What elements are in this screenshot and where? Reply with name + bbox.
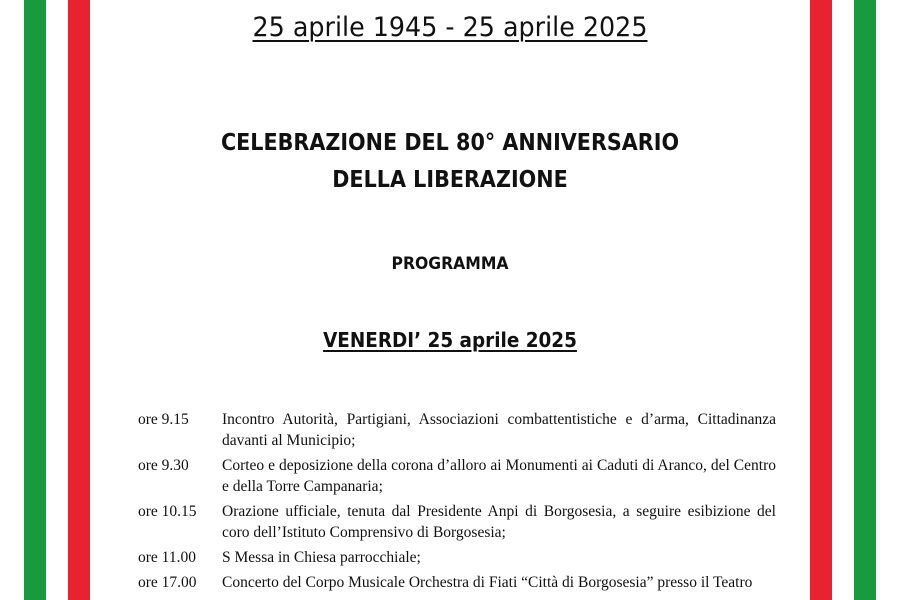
celebration-title [45, 125, 855, 199]
program-item-time: ore 10.15 [138, 503, 197, 520]
program-item-time: ore 17.00 [138, 574, 197, 591]
program-item-description: S Messa in Chiesa parrocchiale; [222, 549, 421, 566]
program-item-description: Concerto del Corpo Musicale Orchestra di Fiati “Città di Borgosesia” presso il Teatro [222, 574, 753, 591]
event-day-heading: VENERDI’ 25 aprile 2025 [323, 328, 577, 352]
program-item-time: ore 9.15 [138, 411, 189, 428]
program-item-time: ore 11.00 [138, 549, 196, 566]
celebration-title-line-2: DELLA LIBERAZIONE [332, 167, 568, 193]
program-item [138, 547, 776, 568]
program-item [138, 455, 776, 497]
flag-stripe-right-green [854, 0, 876, 600]
program-item [138, 572, 776, 593]
program-list [138, 409, 776, 597]
flag-stripe-right-white [832, 0, 854, 600]
program-item-description: Orazione ufficiale, tenuta dal Presidente Anpi di Borgosesia, a seguire esibizione del coro dell’Istituto Comprensivo di Borgosesia; [222, 503, 776, 541]
program-item-description: Incontro Autorità, Partigiani, Associazioni combattentistiche e d’arma, Cittadinanza davanti al Municipio; [222, 411, 776, 449]
program-item [138, 409, 776, 451]
anniversary-dates: 25 aprile 1945 - 25 aprile 2025 [252, 12, 648, 43]
program-heading: PROGRAMMA [391, 254, 509, 274]
program-item-time: ore 9.30 [138, 457, 189, 474]
flag-stripe-left-green [24, 0, 46, 600]
program-item [138, 501, 776, 543]
flag-stripe-left-white [46, 0, 68, 600]
flag-stripe-right-red [810, 0, 832, 600]
flag-stripe-left-red [68, 0, 90, 600]
celebration-title-line-1: CELEBRAZIONE DEL 80° ANNIVERSARIO [220, 130, 680, 156]
program-item-description: Corteo e deposizione della corona d’alloro ai Monumenti ai Caduti di Aranco, del Centro e della Torre Campanaria; [222, 457, 776, 495]
